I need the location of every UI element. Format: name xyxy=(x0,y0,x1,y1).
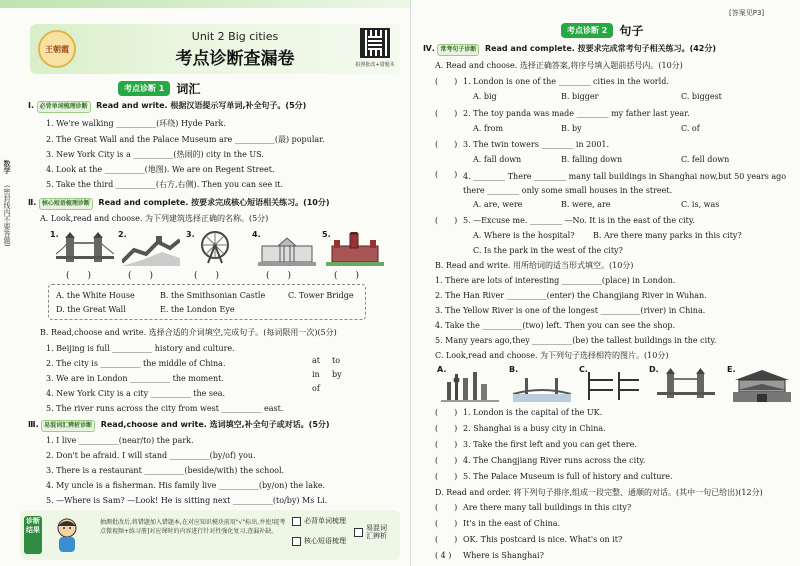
q2-instruction: Read and complete. 按要求完成核心短语相关练习。(10分) xyxy=(98,198,330,207)
q4-part-b: B. Read and write. 用所给词的适当形式填空。(10分) xyxy=(435,261,634,270)
top-decorative-strip xyxy=(0,0,410,8)
q1-header xyxy=(28,101,306,113)
section-2-heading xyxy=(561,22,643,39)
q2-tag: 核心短语梳理诊断 xyxy=(39,198,93,210)
mc-option: A. from xyxy=(473,124,504,133)
answer-paren[interactable]: ( ) xyxy=(334,271,360,281)
qr-caption: 拍照批改+错题本 xyxy=(355,62,395,68)
match-paren[interactable]: ( ) xyxy=(435,472,458,481)
word-bank-item: at xyxy=(312,356,320,365)
order-paren[interactable]: ( ) xyxy=(435,535,458,544)
mc-option: B. were, are xyxy=(561,200,611,209)
order-paren-given: ( 4 ) xyxy=(435,551,452,560)
q1-item: 5. Take the third __________(右方,右侧). Then you can see it. xyxy=(46,180,284,189)
option-d: D. the Great Wall xyxy=(56,305,126,314)
fill-item: 3. The Yellow River is one of the longest __________(river) in China. xyxy=(435,306,706,315)
q1-tag: 必背单词梳理诊断 xyxy=(37,101,91,113)
check-vocab[interactable] xyxy=(292,516,346,526)
pic-label: 4. xyxy=(252,230,261,239)
match-paren[interactable]: ( ) xyxy=(435,440,458,449)
diagnosis-result-text: 抽测批改后,将错题加入错题本,在对应知识模块前用"√"标出,并使用[考点微视频+练习册]对应课时的内容进行针对性强化复习,查漏补缺。 xyxy=(100,519,286,535)
q3-instruction: Read,choose and write. 选词填空,补全句子或对话。(5分) xyxy=(100,420,330,429)
check-phrases[interactable] xyxy=(292,536,346,546)
pic-label: C. xyxy=(579,365,588,374)
mc-option: C. Is the park in the west of the city? xyxy=(473,246,623,255)
diagnosis-result-box xyxy=(20,510,400,560)
mc-option: B. bigger xyxy=(561,92,599,101)
answer-paren[interactable]: ( ) xyxy=(194,271,220,281)
answer-reference: [答案见P3] xyxy=(729,9,765,17)
checkbox[interactable] xyxy=(292,537,301,546)
palace-museum-picture xyxy=(733,368,791,402)
q2b-item: 1. Beijing is full __________ history and culture. xyxy=(46,344,235,353)
mc-option: B. falling down xyxy=(561,155,623,164)
mc-paren[interactable]: ( ) xyxy=(435,170,458,179)
order-item: Where is Shanghai? xyxy=(463,551,544,560)
word-bank-item: to xyxy=(332,356,341,365)
mascot-icon xyxy=(50,516,84,554)
mc-paren[interactable]: ( ) xyxy=(435,109,458,118)
mc-question: 5. —Excuse me. ________ —No. It is in the east of the city. xyxy=(463,216,695,225)
match-item: 2. Shanghai is a busy city in China. xyxy=(463,424,606,433)
q1-instruction: Read and write. 根据汉语提示写单词,补全句子。(5分) xyxy=(96,101,307,110)
order-paren[interactable]: ( ) xyxy=(435,503,458,512)
check-label: 易混词汇辨析 xyxy=(366,524,387,540)
q4-part-c: C. Look,read and choose. 为下列句子选择相符的图片。(10分) xyxy=(435,351,669,360)
order-paren[interactable]: ( ) xyxy=(435,519,458,528)
option-c: C. Tower Bridge xyxy=(288,291,354,300)
match-paren[interactable]: ( ) xyxy=(435,456,458,465)
mc-option: B. by xyxy=(561,124,582,133)
fill-item: 5. Many years ago,they __________(be) the tallest buildings in the city. xyxy=(435,336,717,345)
q3-item: 3. There is a restaurant __________(beside/with) the school. xyxy=(46,466,285,475)
match-paren[interactable]: ( ) xyxy=(435,408,458,417)
q2-number: Ⅱ. xyxy=(28,198,37,207)
q3-item: 5. —Where is Sam? —Look! He is sitting next __________(to/by) Ms Li. xyxy=(46,496,328,505)
qr-code-icon[interactable] xyxy=(360,28,390,58)
q1-item: 1. We're walking __________(环绕) Hyde Park. xyxy=(46,119,226,128)
right-page xyxy=(410,0,800,566)
q4-part-a: A. Read and choose. 选择正确答案,将序号填入题前括号内。(10分) xyxy=(435,61,683,70)
smithsonian-castle-picture xyxy=(326,232,384,266)
fill-item: 1. There are lots of interesting __________(place) in London. xyxy=(435,276,676,285)
fill-item: 2. The Han River __________(enter) the Changjiang River in Wuhan. xyxy=(435,291,707,300)
pic-label: 1. xyxy=(50,230,59,239)
mc-question: 2. The toy panda was made ________ my father last year. xyxy=(463,109,690,118)
checkbox[interactable] xyxy=(354,528,363,537)
page-title: 考点诊断查漏卷 xyxy=(175,49,295,69)
match-item: 3. Take the first left and you can get there. xyxy=(463,440,637,449)
q3-item: 4. My uncle is a fisherman. His family live __________(by/on) the lake. xyxy=(46,481,326,490)
q4-number: Ⅳ. xyxy=(423,44,435,53)
option-e: E. the London Eye xyxy=(160,305,235,314)
q1-item: 3. New York City is a __________(热闹的) city in the US. xyxy=(46,150,264,159)
check-label: 必背单词梳理 xyxy=(304,517,346,525)
mc-option: C. is, was xyxy=(681,200,720,209)
match-item: 1. London is the capital of the UK. xyxy=(463,408,603,417)
answer-paren[interactable]: ( ) xyxy=(266,271,292,281)
pic-label: E. xyxy=(727,365,736,374)
q4-tag: 常考句子诊断 xyxy=(437,44,479,56)
check-confusables[interactable] xyxy=(354,524,390,540)
checkbox[interactable] xyxy=(292,517,301,526)
mc-option: A. big xyxy=(473,92,497,101)
pic-label: A. xyxy=(437,365,447,374)
q1-item: 4. Look at the __________(地图). We are on Regent Street. xyxy=(46,165,275,174)
mc-option: A. Where is the hospital? xyxy=(473,231,575,240)
q3-item: 1. I live __________(near/to) the park. xyxy=(46,436,194,445)
mc-option: C. of xyxy=(681,124,700,133)
mc-question: 4. ________ There ________ many tall buildings in Shanghai now,but 50 years ago there ________ only some small houses in the street. xyxy=(463,172,787,195)
q4-header xyxy=(423,44,716,56)
mc-option: A. fall down xyxy=(473,155,522,164)
pic-label: D. xyxy=(649,365,659,374)
mc-option: A. are, were xyxy=(473,200,523,209)
q3-tag: 易混词汇辨析诊断 xyxy=(41,420,95,432)
match-item: 5. The Palace Museum is full of history and culture. xyxy=(463,472,673,481)
q3-number: Ⅲ. xyxy=(28,420,39,429)
page-header xyxy=(30,24,400,74)
word-bank-item: by xyxy=(332,370,342,379)
q2b-item: 5. The river runs across the city from west __________ east. xyxy=(46,404,284,413)
brand-logo xyxy=(38,30,76,68)
q3-item: 2. Don't be afraid. I will stand __________(by/of) you. xyxy=(46,451,256,460)
mc-paren[interactable]: ( ) xyxy=(435,216,458,225)
fill-item: 4. Take the __________(two) left. Then you can see the shop. xyxy=(435,321,676,330)
shanghai-skyline-picture xyxy=(441,368,499,402)
q2b-item: 3. We are in London __________ the moment. xyxy=(46,374,224,383)
london-eye-picture xyxy=(186,230,244,264)
pic-label: B. xyxy=(509,365,519,374)
tower-bridge-picture xyxy=(56,232,114,266)
mc-option: C. biggest xyxy=(681,92,722,101)
word-bank-item: in xyxy=(312,370,320,379)
option-b: B. the Smithsonian Castle xyxy=(160,291,266,300)
q2-part-a: A. Look,read and choose. 为下列建筑选择正确的名称。(5分) xyxy=(40,214,269,223)
diagnosis-result-label: 诊断结果 xyxy=(24,516,42,554)
river-bridge-picture xyxy=(513,368,571,402)
mc-question: 3. The twin towers ________ in 2001. xyxy=(463,140,610,149)
q1-item: 2. The Great Wall and the Palace Museum are __________(最) popular. xyxy=(46,135,325,144)
word-bank-item: of xyxy=(312,384,320,393)
given-order-number: 4 xyxy=(440,551,446,560)
section-1-heading xyxy=(118,80,200,97)
section-2-pill: 考点诊断 2 xyxy=(561,23,613,38)
q2-part-b: B. Read,choose and write. 选择合适的介词填空,完成句子。(每词限用一次)(5分) xyxy=(40,328,337,337)
order-item: Are there many tall buildings in this city? xyxy=(463,503,632,512)
mc-question: 1. London is one of the ________ cities in the world. xyxy=(463,77,669,86)
london-bridge-picture xyxy=(657,368,715,402)
check-label: 核心短语梳理 xyxy=(304,537,346,545)
order-item: It's in the east of China. xyxy=(463,519,561,528)
option-a: A. the White House xyxy=(56,291,135,300)
order-item: OK. This postcard is nice. What's on it? xyxy=(463,535,623,544)
q2-header xyxy=(28,198,330,210)
q2b-item: 4. New York City is a city __________ the sea. xyxy=(46,389,226,398)
answer-paren[interactable]: ( ) xyxy=(66,271,92,281)
pic-label: 3. xyxy=(186,230,195,239)
q2b-item: 2. The city is __________ the middle of China. xyxy=(46,359,226,368)
mc-paren[interactable]: ( ) xyxy=(435,77,458,86)
white-house-picture xyxy=(258,232,316,266)
section-1-pill: 考点诊断 1 xyxy=(118,81,170,96)
match-item: 4. The Changjiang River runs across the city. xyxy=(463,456,646,465)
q1-number: Ⅰ. xyxy=(28,101,35,110)
match-paren[interactable]: ( ) xyxy=(435,424,458,433)
pic-label: 2. xyxy=(118,230,127,239)
pic-label: 5. xyxy=(322,230,331,239)
brand-logo-text: 王朝霞 xyxy=(45,44,69,54)
q4-instruction: Read and complete. 按要求完成常考句子相关练习。(42分) xyxy=(484,44,717,53)
unit-title: Unit 2 Big cities xyxy=(191,30,279,43)
mc-option: C. fell down xyxy=(681,155,730,164)
great-wall-picture xyxy=(122,232,180,266)
side-subject-tag: 数学 xyxy=(3,160,11,174)
mc-paren[interactable]: ( ) xyxy=(435,140,458,149)
mc-option: B. Are there many parks in this city? xyxy=(593,231,742,240)
q3-header xyxy=(28,420,330,432)
seal-line-notice: (密封线内不要答题) xyxy=(3,185,11,247)
q4-part-d: D. Read and order. 将下列句子排序,组成一段完整、通顺的对话。(其中一句已给出)(12分) xyxy=(435,488,763,497)
section-2-title: 句子 xyxy=(619,24,644,38)
street-map-picture xyxy=(583,368,641,402)
answer-paren[interactable]: ( ) xyxy=(128,271,154,281)
section-1-title: 词汇 xyxy=(176,82,201,96)
